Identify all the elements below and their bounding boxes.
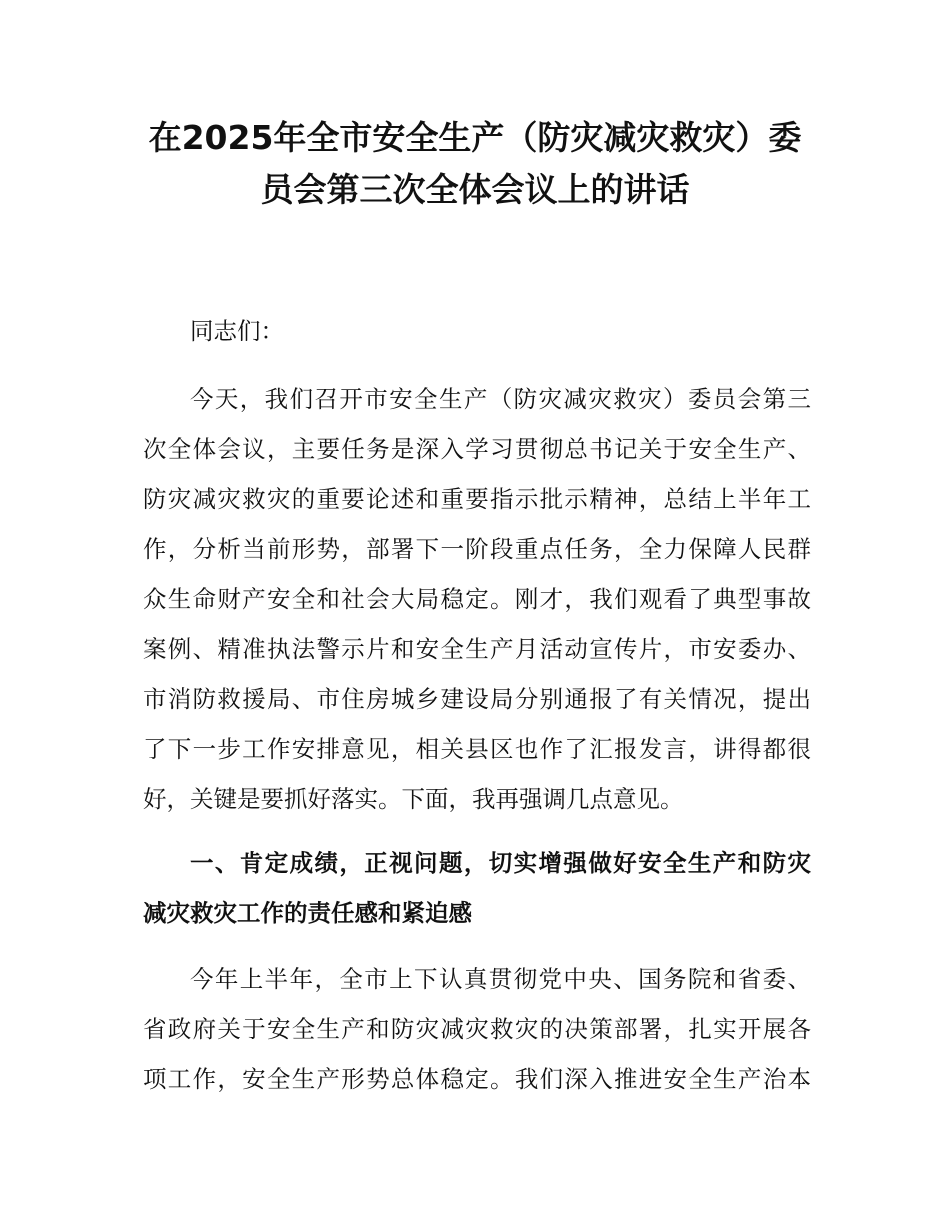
paragraph-line: 防灾减灾救灾的重要论述和重要指示批示精神，总结上半年工 [143, 485, 811, 513]
paragraph-opening [143, 374, 811, 824]
salutation: 同志们： [190, 317, 284, 345]
heading-line: 减灾救灾工作的责任感和紧迫感 [143, 899, 472, 927]
paragraph-line: 今年上半年，全市上下认真贯彻党中央、国务院和省委、 [190, 965, 811, 993]
title-line-1: 在2025年全市安全生产（防灾减灾救灾）委 [148, 118, 802, 157]
paragraph-line: 众生命财产安全和社会大局稳定。刚才，我们观看了典型事故 [143, 585, 811, 613]
section-heading-1 [143, 838, 811, 938]
heading-line: 一、肯定成绩，正视问题，切实增强做好安全生产和防灾 [190, 849, 811, 877]
paragraph-line: 省政府关于安全生产和防灾减灾救灾的决策部署，扎实开展各 [143, 1015, 811, 1043]
title-line-2: 员会第三次全体会议上的讲话 [260, 170, 690, 209]
paragraph-line: 了下一步工作安排意见，相关县区也作了汇报发言，讲得都很 [143, 735, 811, 763]
document-title [130, 112, 820, 216]
paragraph-section-1 [143, 954, 811, 1104]
paragraph-line: 市消防救援局、市住房城乡建设局分别通报了有关情况，提出 [143, 685, 811, 713]
document-body [143, 306, 811, 1104]
paragraph-line: 项工作，安全生产形势总体稳定。我们深入推进安全生产治本 [143, 1065, 811, 1093]
paragraph-line: 今天，我们召开市安全生产（防灾减灾救灾）委员会第三 [190, 385, 811, 413]
paragraph-line: 案例、精准执法警示片和安全生产月活动宣传片，市安委办、 [143, 635, 811, 663]
paragraph-line: 作，分析当前形势，部署下一阶段重点任务，全力保障人民群 [143, 535, 811, 563]
paragraph-line: 好，关键是要抓好落实。下面，我再强调几点意见。 [143, 785, 684, 813]
paragraph-line: 次全体会议，主要任务是深入学习贯彻总书记关于安全生产、 [143, 435, 811, 463]
